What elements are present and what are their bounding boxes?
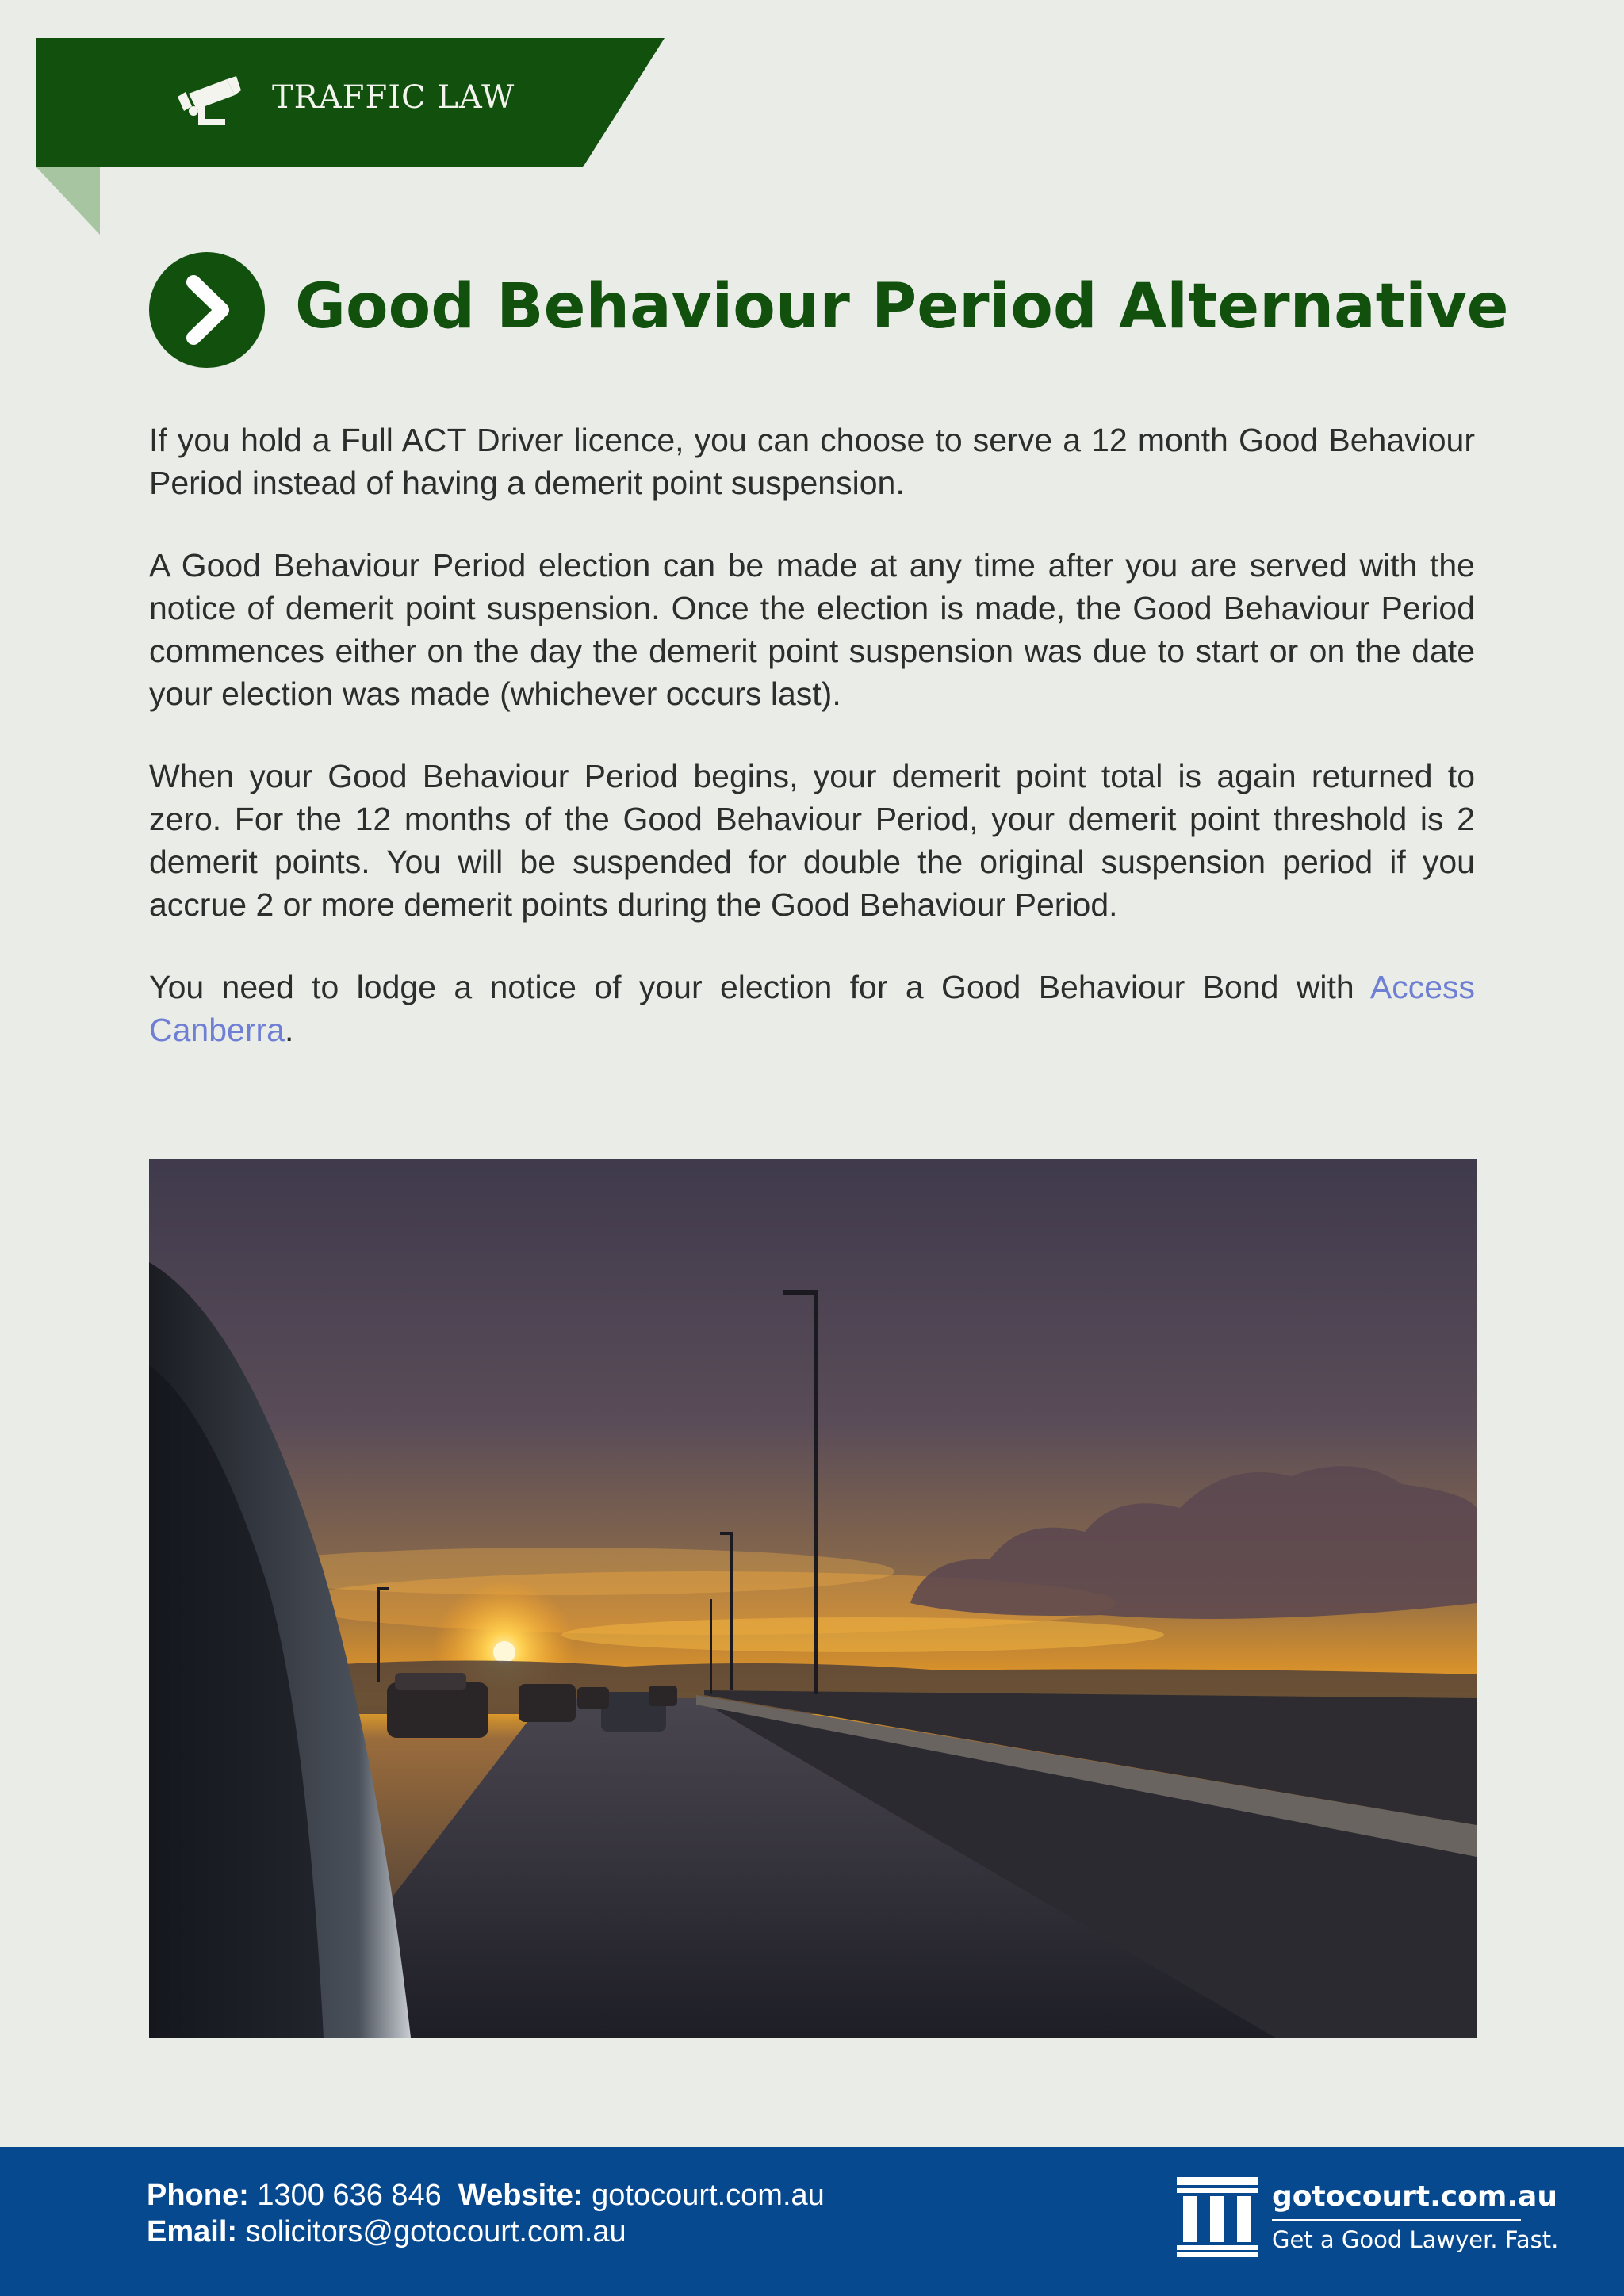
contact-line-email [147,2215,626,2249]
banner-fold [36,167,100,235]
paragraph-demerit-threshold: When your Good Behaviour Period begins, your demerit point total is again returned to zero. For the 12 months of the Good Behaviour Period, your demerit point threshold is 2 demerit points. You will be suspended for double the original suspension period if you accrue 2 or more demerit points during the Good Behaviour Period. [149,758,1475,923]
paragraph-licence-choice: If you hold a Full ACT Driver licence, you can choose to serve a 12 month Good Behaviour Period instead of having a demerit point suspension. [149,422,1475,501]
website-label: Website: [458,2179,584,2212]
website-link[interactable]: gotocourt.com.au [592,2179,825,2212]
contact-line-phone-website [147,2179,825,2213]
email-link[interactable]: solicitors@gotocourt.com.au [245,2215,626,2248]
paragraph-election-timing: A Good Behaviour Period election can be made at any time after you are served with the notice of demerit point suspension. Once the election is made, the Good Behaviour Period commences either on the day the demerit point suspension was due to start or on the date your election was made (whichever occurs last). [149,547,1475,712]
phone-label: Phone: [147,2179,249,2212]
phone-number[interactable]: 1300 636 846 [257,2179,442,2212]
category-label: TRAFFIC LAW [272,79,515,116]
article-body [149,419,1475,1091]
courthouse-icon [1175,2174,1259,2258]
lodge-notice-text: You need to lodge a notice of your election for a Good Behaviour Bond with [149,969,1370,1005]
security-camera-icon [178,76,241,128]
logo-domain: gotocourt.com.au [1272,2180,1557,2213]
access-canberra-link[interactable]: Access Canberra [149,969,1475,1048]
sunset-highway-photo [149,1159,1477,2038]
page-title: Good Behaviour Period Alternative [295,271,1509,342]
logo-divider [1272,2219,1521,2221]
chevron-right-icon [149,252,265,368]
paragraph-lodge-notice [149,966,1475,1051]
logo-tagline: Get a Good Lawyer. Fast. [1272,2226,1559,2253]
lodge-notice-end: . [284,1012,294,1048]
email-label: Email: [147,2215,238,2248]
footer-bar [0,2147,1624,2296]
